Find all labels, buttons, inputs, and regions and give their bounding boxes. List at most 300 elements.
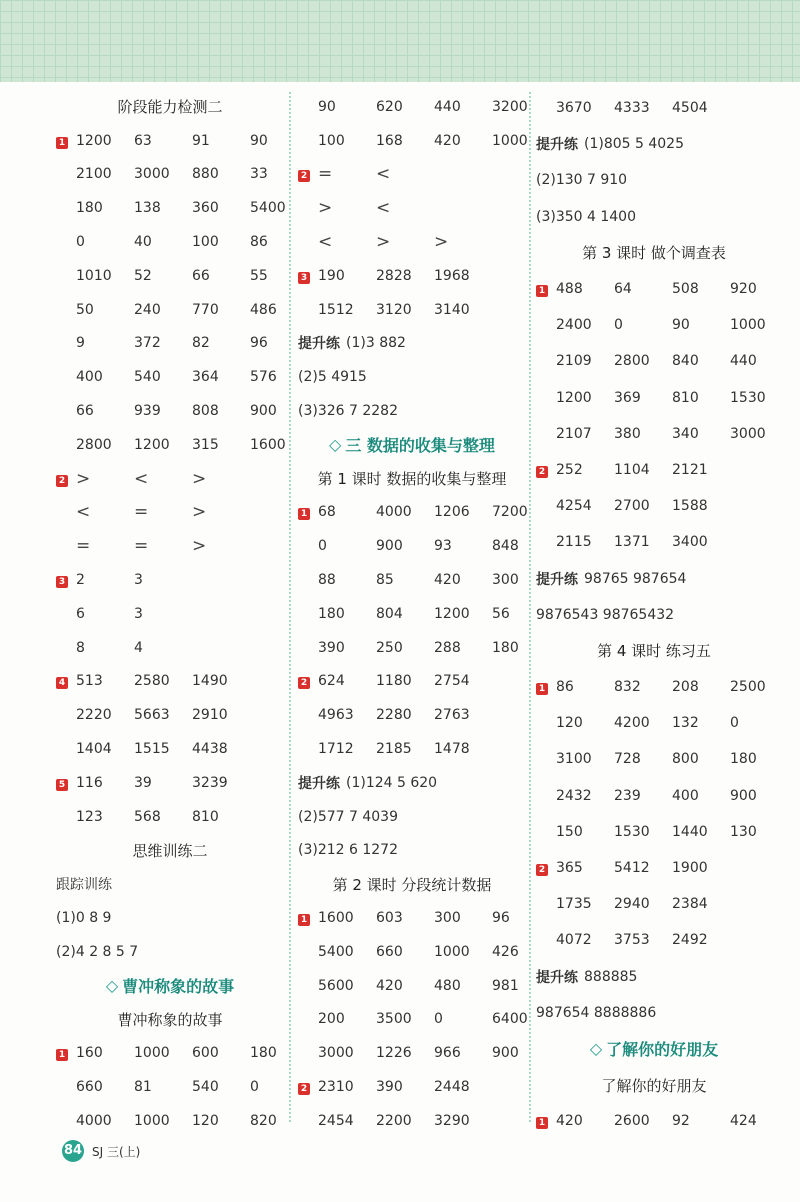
question-number-badge: 1 [56,1049,68,1061]
answer-value: 660 [376,943,403,960]
answer-value: 180 [318,605,345,622]
header-grid-band [0,0,800,82]
answer-value: 1968 [434,267,470,284]
answer-row [298,597,526,631]
answer-value: 365 [556,860,583,877]
question-marker [56,471,76,487]
answer-value: = [318,164,333,185]
answer-row [56,394,284,428]
answer-value: 300 [492,572,519,589]
answer-row [56,800,284,834]
answer-cells [318,910,550,926]
section-title: 阶段能力检测二 [117,98,223,117]
question-number-badge: 1 [298,914,310,926]
answer-value: 800 [672,751,699,768]
answer-line [536,199,772,235]
answer-value: 300 [434,910,461,927]
answer-value: 66 [192,267,210,284]
question-number-badge: 2 [536,466,548,478]
answer-value: 486 [250,301,277,318]
answer-value: 2115 [556,534,592,551]
question-marker [536,281,556,297]
answer-row [536,669,772,705]
answer-cells [556,824,788,840]
answer-cells [76,640,192,656]
answer-cells [556,498,730,514]
answer-cells [318,572,550,588]
answer-value: 1735 [556,896,592,913]
answer-value: 2763 [434,707,470,724]
answer-value: 4072 [556,932,592,949]
answer-value: 1000 [134,1045,170,1062]
answer-row [56,158,284,192]
answer-value: 96 [492,910,510,927]
answer-value: < [376,164,391,185]
answer-value: 1515 [134,741,170,758]
answer-cells [556,788,788,804]
answer-value: 4333 [614,100,650,117]
answer-value: 1440 [672,823,708,840]
answer-cells [556,353,788,369]
question-marker [56,673,76,689]
answer-value: 848 [492,538,519,555]
answer-value: 939 [134,403,161,420]
answer-line [56,901,284,935]
answer-line [298,394,526,428]
answer-cells [318,1113,492,1129]
answer-value: > [192,502,207,523]
answer-column-1 [56,90,284,1138]
answer-value: 52 [134,267,152,284]
answer-value: 420 [434,572,461,589]
answer-value: 2700 [614,498,650,515]
answer-cells [318,673,492,689]
answer-value: 90 [318,98,336,115]
section-title: 三 数据的收集与整理 [345,436,495,456]
answer-value: 2432 [556,787,592,804]
answer-text: (3)212 6 1272 [298,842,398,859]
answer-column-2 [298,90,526,1138]
answer-row [298,124,526,158]
answer-line [298,360,526,394]
answer-value: 440 [434,98,461,115]
answer-line [536,560,772,596]
answer-line [298,834,526,868]
answer-row [56,225,284,259]
answer-value: 1200 [556,389,592,406]
answer-value: 2 [76,572,85,589]
answer-row [536,741,772,777]
answer-value: 8 [76,639,85,656]
answer-value: 0 [76,234,85,251]
answer-value: 3 [134,572,143,589]
answer-value: 63 [134,132,152,149]
section-title: 第 2 课时 分段统计数据 [332,875,492,894]
answer-value: 424 [730,1113,757,1130]
answer-cells [76,536,250,556]
question-number-badge: 3 [298,272,310,284]
answer-value: 1000 [730,317,766,334]
answer-value: 88 [318,572,336,589]
answer-cells [76,673,250,689]
answer-row [536,1103,772,1139]
answer-cells [76,302,308,318]
answer-value: 180 [730,751,757,768]
answer-cells [318,99,550,115]
answer-value: 96 [250,335,268,352]
question-marker [298,268,318,284]
answer-value: 4963 [318,707,354,724]
answer-value: 90 [250,132,268,149]
answer-value: 2109 [556,353,592,370]
answer-value: 728 [614,751,641,768]
answer-row [298,191,526,225]
answer-cells [318,232,492,252]
answer-row [56,665,284,699]
answer-value: 804 [376,605,403,622]
question-marker [536,860,556,876]
answer-value: 1226 [376,1045,412,1062]
section-heading [536,633,772,669]
answer-value: 3100 [556,751,592,768]
answer-value: < [318,232,333,253]
answer-value: 540 [134,369,161,386]
answer-text: 9876543 98765432 [536,606,675,623]
answer-row [56,1070,284,1104]
answer-value: 100 [192,234,219,251]
practice-label: 提升练 [298,336,340,353]
answer-value: 3140 [434,301,470,318]
diamond-icon: ◇ [589,1039,603,1059]
answer-value: 568 [134,808,161,825]
section-heading [298,462,526,496]
answer-row [298,732,526,766]
answer-value: 100 [318,132,345,149]
answer-value: 380 [614,425,641,442]
answer-value: 400 [76,369,103,386]
answer-cells [556,751,788,767]
answer-value: 150 [556,823,583,840]
answer-row [56,327,284,361]
question-number-badge: 5 [56,779,68,791]
answer-row [298,698,526,732]
answer-cells [318,1079,492,1095]
answer-cells [318,1045,550,1061]
answer-row [298,1036,526,1070]
answer-value: 966 [434,1045,461,1062]
answer-value: 3400 [672,534,708,551]
answer-value: 0 [614,317,623,334]
answer-cells [556,715,788,731]
answer-value: > [376,232,391,253]
section-heading [56,834,284,868]
answer-value: > [434,232,449,253]
answer-value: 4254 [556,498,592,515]
answer-text: 跟踪训练 [56,877,112,894]
answer-row [298,529,526,563]
question-number-badge: 2 [298,170,310,182]
answer-text: (2)577 7 4039 [298,808,398,825]
answer-value: 91 [192,132,210,149]
answer-cells [556,896,730,912]
answer-cells [318,268,492,284]
answer-cells [76,369,308,385]
answer-row [536,271,772,307]
section-title: 第 1 课时 数据的收集与整理 [317,470,507,489]
answer-cells [318,640,550,656]
question-marker [298,166,318,182]
section-heading [536,1031,772,1067]
answer-row [298,496,526,530]
answer-cells [76,741,250,757]
answer-value: 2800 [76,436,112,453]
answer-cells [556,860,730,876]
answer-row [298,1070,526,1104]
answer-cells [76,166,308,182]
answer-row [536,850,772,886]
answer-cells [318,198,434,218]
answer-row [56,428,284,462]
answer-value: 2200 [376,1112,412,1129]
answer-value: 5412 [614,860,650,877]
section-heading [298,867,526,901]
section-title: 了解你的好朋友 [601,1076,707,1095]
answer-cells [556,534,730,550]
section-heading [298,428,526,462]
answer-value: 369 [614,389,641,406]
answer-value: 513 [76,673,103,690]
answer-value: 770 [192,301,219,318]
answer-value: 1010 [76,267,112,284]
answer-value: > [318,198,333,219]
answer-value: > [192,468,207,489]
answer-row [56,360,284,394]
answer-value: 7200 [492,504,528,521]
answer-cells [76,403,308,419]
answer-value: 180 [76,200,103,217]
answer-value: 3 [134,605,143,622]
answer-value: 420 [376,977,403,994]
answer-row [56,496,284,530]
answer-line [298,800,526,834]
answer-value: 64 [614,281,632,298]
section-heading [56,969,284,1003]
section-heading [536,235,772,271]
answer-text: (1)0 8 9 [56,910,112,927]
section-title: 曹冲称象的故事 [122,977,235,997]
answer-text: (1)3 882 [346,335,406,352]
answer-value: 50 [76,301,94,318]
question-number-badge: 4 [56,677,68,689]
section-heading [536,1067,772,1103]
answer-value: 239 [614,787,641,804]
answer-value: 2910 [192,707,228,724]
answer-cells [76,200,308,216]
practice-label: 提升练 [536,571,578,588]
answer-value: 1490 [192,673,228,690]
answer-value: 820 [250,1112,277,1129]
answer-value: 92 [672,1113,690,1130]
answer-line [56,867,284,901]
answer-row [536,814,772,850]
answer-value: 480 [434,977,461,994]
answer-cells [318,606,550,622]
answer-row [298,1003,526,1037]
answer-value: 208 [672,679,699,696]
answer-cells [318,302,492,318]
question-marker [56,775,76,791]
answer-text: 98765 987654 [584,570,687,587]
answer-value: 68 [318,504,336,521]
answer-value: 1588 [672,498,708,515]
page-number: 84 [62,1140,84,1162]
answer-value: 2280 [376,707,412,724]
answer-text: (3)350 4 1400 [536,208,636,225]
answer-text: (2)130 7 910 [536,172,628,189]
answer-value: 2754 [434,673,470,690]
answer-row [298,901,526,935]
page-footer [62,1140,140,1162]
answer-value: 123 [76,808,103,825]
answer-line [536,126,772,162]
answer-value: 40 [134,234,152,251]
answer-value: 0 [318,538,327,555]
answer-value: 2121 [672,461,708,478]
answer-row [298,158,526,192]
answer-row [536,380,772,416]
answer-value: 180 [492,639,519,656]
question-marker [298,504,318,520]
answer-cells [318,944,550,960]
answer-value: 250 [376,639,403,656]
answer-cells [76,502,250,522]
answer-value: 0 [250,1079,259,1095]
answer-text: (2)5 4915 [298,369,367,386]
answer-row [56,462,284,496]
answer-text: (2)4 2 8 5 7 [56,943,139,960]
answer-value: 2828 [376,267,412,284]
answer-value: 82 [192,335,210,352]
answer-cells [556,100,730,116]
answer-value: 86 [556,679,574,696]
question-marker [56,133,76,149]
answer-cells [76,809,250,825]
question-number-badge: 2 [298,1083,310,1095]
answer-value: 1000 [434,943,470,960]
diamond-icon: ◇ [329,435,342,455]
answer-value: 2400 [556,317,592,334]
answer-value: 603 [376,910,403,927]
answer-row [56,124,284,158]
answer-row [298,969,526,1003]
answer-value: 1200 [134,436,170,453]
answer-value: 2107 [556,425,592,442]
answer-value: 4504 [672,100,708,117]
answer-value: 920 [730,281,757,298]
section-title: 曹冲称象的故事 [117,1010,223,1029]
answer-row [56,1104,284,1138]
answer-value: 4 [134,639,143,656]
answer-value: 85 [376,572,394,589]
answer-value: 3500 [376,1011,412,1028]
answer-value: 808 [192,403,219,420]
answer-value: 810 [192,808,219,825]
answer-line [298,327,526,361]
section-title: 第 3 课时 做个调查表 [582,244,726,263]
question-marker [298,910,318,926]
answer-cells [76,437,308,453]
answer-row [536,524,772,560]
answer-value: 390 [376,1079,403,1095]
answer-value: 90 [672,317,690,334]
answer-value: 132 [672,715,699,732]
answer-value: 5600 [318,977,354,994]
answer-value: 900 [492,1045,519,1062]
answer-cells [76,606,192,622]
answer-row [298,665,526,699]
answer-value: 2100 [76,166,112,183]
question-number-badge: 2 [536,864,548,876]
answer-value: 240 [134,301,161,318]
answer-value: 1600 [318,910,354,927]
answer-text: (1)124 5 620 [346,774,438,791]
section-title: 了解你的好朋友 [606,1040,719,1060]
answer-value: 3753 [614,932,650,949]
answer-value: 2220 [76,707,112,724]
answer-value: 168 [376,132,403,149]
section-title: 思维训练二 [132,841,208,860]
answer-row [56,766,284,800]
answer-value: 56 [492,605,510,622]
answer-value: 1206 [434,504,470,521]
answer-cells [318,741,492,757]
answer-value: 5400 [250,200,286,217]
answer-value: 576 [250,369,277,386]
answer-value: 66 [76,403,94,420]
answer-value: = [134,502,149,523]
book-label: SJ 三(上) [92,1144,141,1159]
answer-value: 0 [434,1011,443,1028]
answer-value: 0 [730,715,739,732]
answer-line [56,935,284,969]
answer-row [536,416,772,452]
answer-value: 160 [76,1045,103,1062]
answer-row [536,886,772,922]
question-number-badge: 1 [536,683,548,695]
answer-value: 9 [76,335,85,352]
question-marker [56,572,76,588]
answer-row [56,631,284,665]
answer-row [536,307,772,343]
answer-value: 86 [250,234,268,251]
answer-value: = [76,536,91,557]
answer-row [536,343,772,379]
answer-value: 190 [318,267,345,284]
answer-cells [556,281,788,297]
answer-text: (1)805 5 4025 [584,136,684,153]
answer-value: 2600 [614,1113,650,1130]
answer-value: 2940 [614,896,650,913]
answer-value: 6400 [492,1011,528,1028]
answer-cells [76,1045,308,1061]
answer-value: 364 [192,369,219,386]
answer-value: 3000 [134,166,170,183]
answer-value: > [76,468,91,489]
answer-value: 3200 [492,98,528,115]
answer-row [56,529,284,563]
answer-value: 1512 [318,301,354,318]
answer-value: 1712 [318,741,354,758]
